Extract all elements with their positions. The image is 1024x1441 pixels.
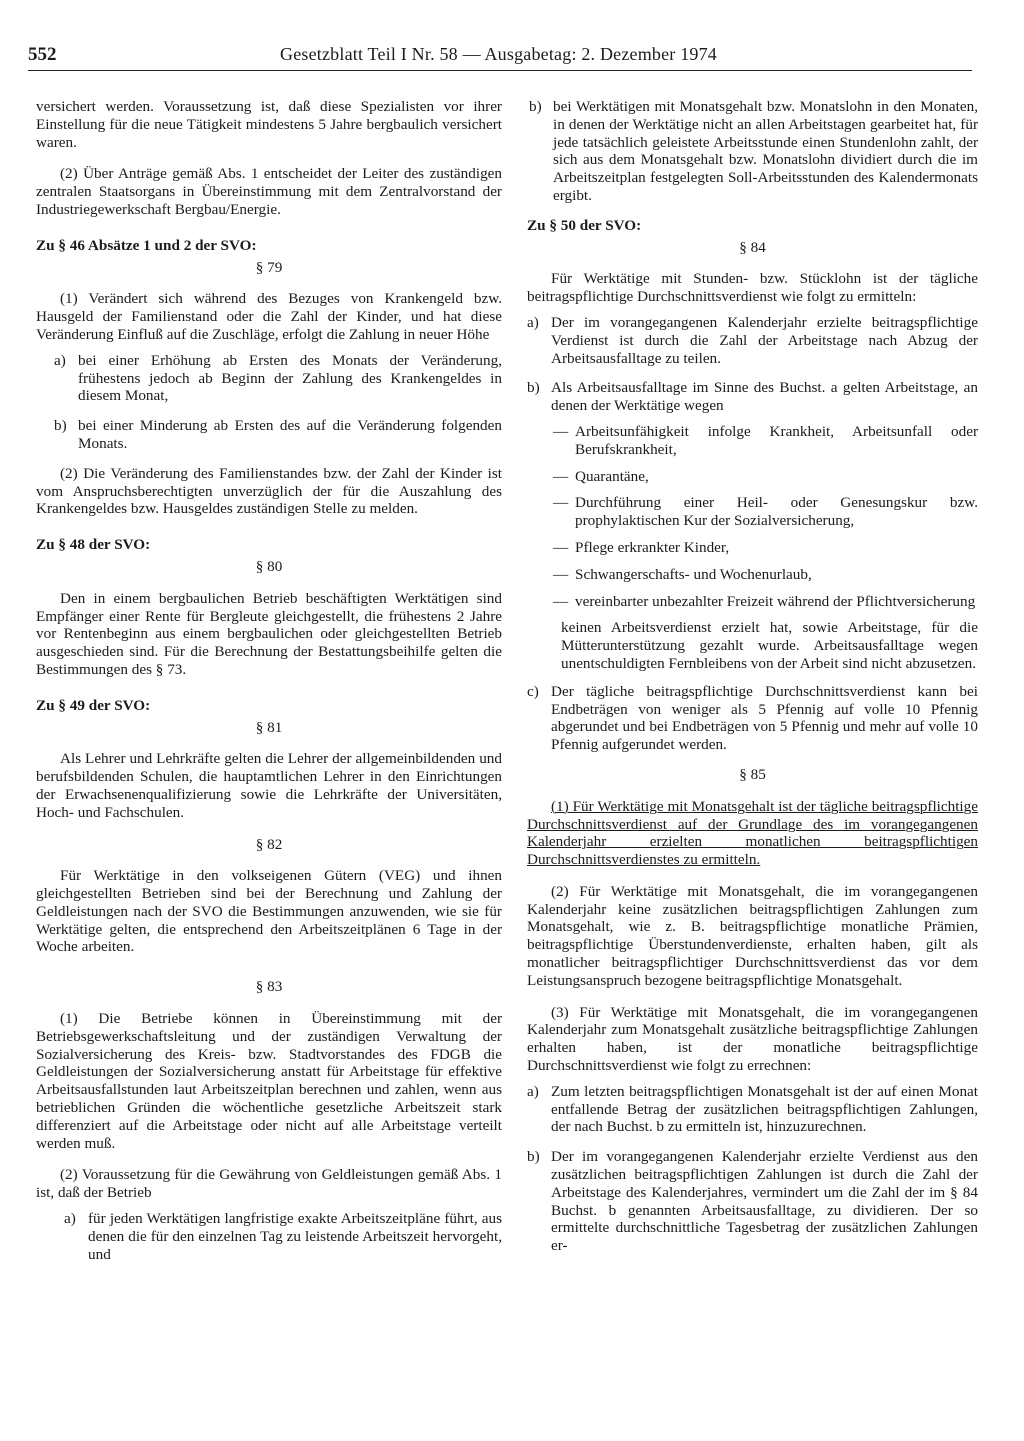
paragraph: Für Werktätige mit Stunden- bzw. Stücklohn ist der tägliche beitragspflichtige Durchschnittsverdienst wie folgt zu ermitteln: <box>527 270 978 306</box>
list-label: b) <box>529 98 542 115</box>
paragraph-number: § 81 <box>255 718 283 736</box>
list-text: Der im vorangegangenen Kalenderjahr erzielte Verdienst aus den zusätzlichen beitragspflichtigen Zahlungen ist durch die Zahl der Arbeitstage des Kalenderjahres, vermindert um die Zahl der im § 84 Buchst. b genannten Arbeitsausfalltage, zu dividieren. Der so ermittelte durchschnittliche Tagesbetrag der zusätzlichen Zahlungen er- <box>551 1148 978 1255</box>
paragraph: Als Lehrer und Lehrkräfte gelten die Lehrer der allgemeinbildenden und berufsbildenden Schulen, die hauptamtlichen Lehrer in den Einrichtungen der Erwachsenenqualifizierung sowie die Lehrkräfte der Universitäten, Hoch- und Fachschulen. <box>36 750 502 821</box>
dash-item <box>527 539 978 557</box>
right-column <box>527 98 978 1267</box>
section-heading: Zu § 50 der SVO: <box>527 216 642 234</box>
list-text: Als Arbeitsausfalltage im Sinne des Buchst. a gelten Arbeitstage, an denen der Werktätige wegen <box>551 379 978 415</box>
list-item <box>36 352 502 405</box>
paragraph: versichert werden. Voraussetzung ist, daß diese Spezialisten vor ihrer Einstellung für die neue Tätigkeit mindestens 5 Jahre bergbaulich versichert waren. <box>36 98 502 151</box>
list-text: Zum letzten beitragspflichtigen Monatsgehalt ist der auf einen Monat entfallende Betrag der zusätzlichen beitragspflichtigen Zahlungen, der nach Buchst. b zu ermitteln ist, hinzuzurechnen. <box>551 1082 978 1136</box>
section-heading: Zu § 49 der SVO: <box>36 696 151 714</box>
dash-mark: — <box>553 467 569 485</box>
paragraph: keinen Arbeitsverdienst erzielt hat, sowie Arbeitstage, für die Mütterunterstützung gezahlt wurde. Arbeitsausfalltage wegen unentschuldigten Fernbleibens von der Arbeit sind nicht abzusetzen. <box>561 619 978 672</box>
dash-item <box>527 566 978 584</box>
list-label: a) <box>527 1082 539 1100</box>
list-item <box>527 379 978 415</box>
list-item <box>527 1148 978 1255</box>
list-text: für jeden Werktätigen langfristige exakte Arbeitszeitpläne führt, aus denen die für den einzelnen Tag zu leistende Arbeitszeit hervorgeht, und <box>88 1210 502 1263</box>
paragraph-number: § 84 <box>739 238 766 256</box>
dash-text: Arbeitsunfähigkeit infolge Krankheit, Arbeitsunfall oder Berufskrankheit, <box>575 422 978 458</box>
list-label: a) <box>527 313 539 331</box>
list-label: b) <box>527 379 540 397</box>
dash-mark: — <box>553 538 569 556</box>
dash-text: vereinbarter unbezahlter Freizeit während der Pflichtversicherung <box>575 592 976 610</box>
paragraph: (3) Für Werktätige mit Monatsgehalt, die im vorangegangenen Kalenderjahr zum Monatsgehalt zusätzliche beitragspflichtige Zahlungen erhalten haben, ist der monatliche beitragspflichtige Durchschnittsverdienst wie folgt zu errechnen: <box>527 1003 978 1075</box>
paragraph: (1) Verändert sich während des Bezuges von Krankengeld bzw. Hausgeld der Familienstand oder die Zahl der Kinder, und hat diese Veränderung Einfluß auf die Zuschläge, erfolgt die Zahlung in neuer Höhe <box>36 290 502 343</box>
dash-item <box>527 423 978 459</box>
list-item <box>527 1083 978 1136</box>
section-heading: Zu § 46 Absätze 1 und 2 der SVO: <box>36 236 257 254</box>
paragraph: Den in einem bergbaulichen Betrieb beschäftigten Werktätigen sind Empfänger einer Rente für Bergleute gleichgestellt, die frühestens 2 Jahre vor Rentenbeginn aus einem bergbaulichen oder gleichgestellten Betrieb ausgeschieden sind. Für die Berechnung der Bestattungsbeihilfe gelten die Bestimmungen des § 73. <box>36 589 502 678</box>
paragraph-number: § 80 <box>255 557 283 575</box>
list-item <box>36 1210 502 1263</box>
paragraph-number: § 85 <box>739 765 766 783</box>
paragraph-number: § 82 <box>255 835 283 853</box>
list-item <box>36 417 502 453</box>
dash-text: Durchführung einer Heil- oder Genesungskur bzw. prophylaktischen Kur der Sozialversicherung, <box>575 494 978 530</box>
dash-mark: — <box>553 422 569 440</box>
list-text: bei einer Minderung ab Ersten des auf die Veränderung folgenden Monats. <box>78 417 502 452</box>
paragraph <box>527 798 978 869</box>
page-header <box>28 42 972 71</box>
paragraph-number: § 83 <box>255 978 283 996</box>
paragraph: Für Werktätige in den volkseigenen Gütern (VEG) und ihnen gleichgestellten Betrieben sind bei der Berechnung und Zahlung der Geldleistungen nach der SVO die Bestimmungen anzuwenden, wie sie für Werktätige gelten, die entsprechend den Arbeitszeitplänen 6 Tage in der Woche arbeiten. <box>36 867 502 956</box>
list-label: b) <box>527 1148 540 1166</box>
list-text: Der im vorangegangenen Kalenderjahr erzielte beitragspflichtige Verdienst ist durch die Zahl der Arbeitstage nach Abzug der Arbeitsausfalltage zu teilen. <box>551 313 978 367</box>
list-item <box>527 683 978 754</box>
dash-mark: — <box>553 565 569 583</box>
paragraph: (2) Voraussetzung für die Gewährung von Geldleistungen gemäß Abs. 1 ist, daß der Betrieb <box>36 1166 502 1202</box>
dash-mark: — <box>553 494 569 512</box>
paragraph-number: § 79 <box>255 258 283 276</box>
dash-text: Schwangerschafts- und Wochenurlaub, <box>575 565 812 583</box>
list-text: bei Werktätigen mit Monatsgehalt bzw. Monatslohn in den Monaten, in denen der Werktätige nicht an allen Arbeitstagen gearbeitet hat, für jede tatsächlich geleistete Arbeitsstunde einen Stundenlohn zahlt, der sich aus dem Monatsgehalt bzw. Monatslohn dividiert durch die im Arbeitszeitplan festgelegten Soll-Arbeitsstunden des Kalendermonats ergibt. <box>553 98 978 204</box>
section-heading: Zu § 48 der SVO: <box>36 536 151 554</box>
paragraph: (1) Die Betriebe können in Übereinstimmung mit der Betriebsgewerkschaftsleitung und der zuständigen Verwaltung der Sozialversicherung des Kreis- bzw. Stadtvorstandes des FDGB die Geldleistungen der Sozialversicherung anstatt für Arbeitstage für effektive Arbeitsausfallstunden laut Arbeitszeitplan berechnen und zahlen, wenn aus betrieblichen Gründen die wöchentliche gesetzliche Arbeitszeit stark differenziert auf die Arbeitstage oder nicht auf alle Arbeitstage verteilt werden muß. <box>36 1010 502 1152</box>
dash-text: Quarantäne, <box>575 467 649 485</box>
dash-item <box>527 468 978 486</box>
page-number: 552 <box>28 44 57 65</box>
paragraph: (2) Die Veränderung des Familienstandes bzw. der Zahl der Kinder ist vom Anspruchsberechtigten unverzüglich der für die Auszahlung des Krankengeldes bzw. Hausgeldes zuständigen Stelle zu melden. <box>36 464 502 518</box>
header-title: Gesetzblatt Teil I Nr. 58 — Ausgabetag: 2. Dezember 1974 <box>280 44 717 64</box>
paragraph: (2) Für Werktätige mit Monatsgehalt, die im vorangegangenen Kalenderjahr keine zusätzlichen beitragspflichtigen Zahlungen zum Monatsgehalt, wie z. B. beitragspflichtige monatliche Prämien, beitragspflichtige Überstundenverdienste, erhalten haben, gilt als monatlicher beitragspflichtiger Durchschnittsverdienst das vor dem Leistungsanspruch bezogene beitragspflichtige Monatsgehalt. <box>527 882 978 989</box>
underlined-text: (1) Für Werktätige mit Monatsgehalt ist der tägliche beitragspflichtige Durchschnittsverdienst auf der Grundlage des im vorangegangenen Kalenderjahr erzielten monatlichen beitragspflichtigen Durchschnittsverdienstes zu ermitteln. <box>527 797 978 869</box>
paragraph: (2) Über Anträge gemäß Abs. 1 entscheidet der Leiter des zuständigen zentralen Staatsorgans in Übereinstimmung mit dem Zentralvorstand der Industriegewerkschaft Bergbau/Energie. <box>36 165 502 218</box>
list-item <box>527 314 978 367</box>
list-text: Der tägliche beitragspflichtige Durchschnittsverdienst kann bei Endbeträgen von weniger als 5 Pfennig auf volle 10 Pfennig abgerundet und bei Endbeträgen von 5 Pfennig und mehr auf volle 10 Pfennig aufgerundet werden. <box>551 682 978 754</box>
list-label: a) <box>54 351 66 369</box>
list-item <box>527 98 978 205</box>
list-label: b) <box>54 417 67 435</box>
list-label: a) <box>64 1210 76 1228</box>
dash-text: Pflege erkrankter Kinder, <box>575 538 730 556</box>
left-column <box>36 98 502 1275</box>
dash-mark: — <box>553 592 569 610</box>
dash-item <box>527 593 978 611</box>
dash-item <box>527 494 978 530</box>
list-label: c) <box>527 682 539 700</box>
list-text: bei einer Erhöhung ab Ersten des Monats der Veränderung, frühestens jedoch ab Beginn der Zahlung des Krankengeldes in diesem Monat, <box>78 351 502 405</box>
